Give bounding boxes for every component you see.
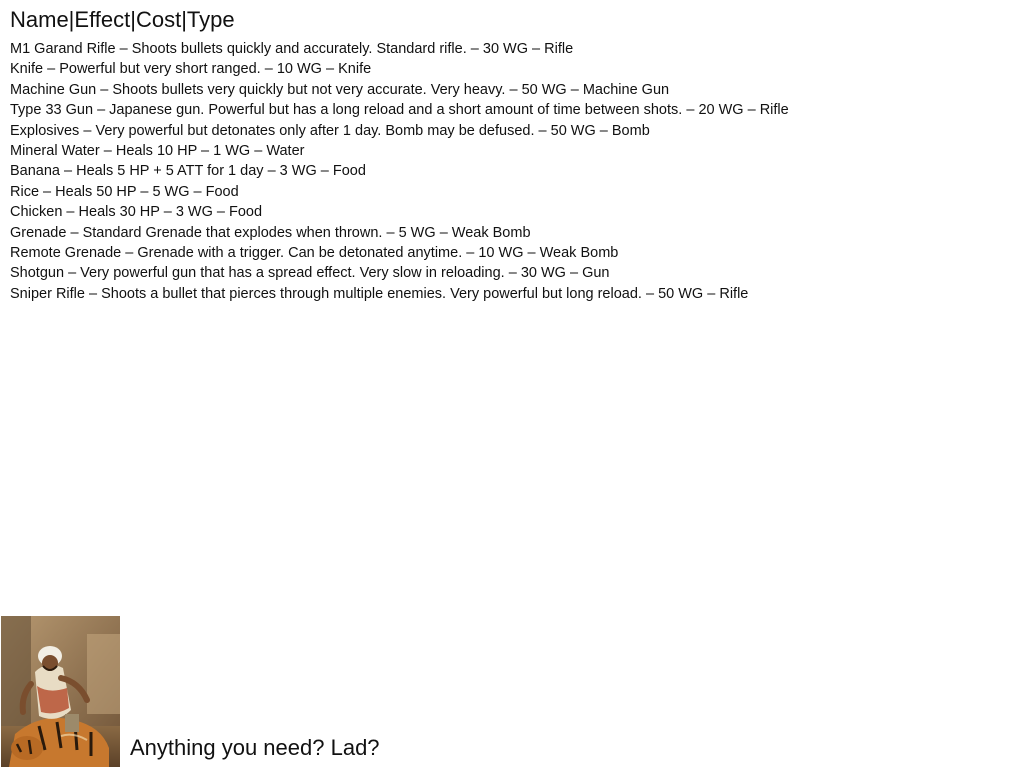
separator: – [326, 61, 335, 78]
shop-item[interactable] [10, 223, 789, 243]
item-type: Knife [338, 61, 372, 78]
merchant-portrait [1, 616, 120, 767]
item-effect: Shoots bullets very quickly but not very accurate. Very heavy. [112, 81, 506, 98]
item-type: Machine Gun [582, 81, 670, 98]
item-cost: 3 WG [279, 163, 317, 180]
item-cost: 5 WG [152, 183, 190, 200]
item-cost: 20 WG [698, 102, 744, 119]
separator: – [100, 81, 109, 98]
separator: – [267, 163, 276, 180]
shop-item-list [10, 39, 789, 304]
shop-item[interactable] [10, 284, 789, 304]
separator: – [70, 224, 79, 241]
separator: – [264, 61, 273, 78]
separator: – [47, 61, 56, 78]
separator: – [747, 102, 756, 119]
separator: – [538, 122, 547, 139]
separator: – [686, 102, 695, 119]
separator: – [466, 245, 475, 262]
item-effect: Powerful but very short ranged. [59, 61, 261, 78]
item-effect: Heals 10 HP [115, 143, 197, 160]
item-type: Bomb [611, 122, 650, 139]
shop-item[interactable] [10, 100, 789, 120]
shop-item[interactable] [10, 39, 789, 59]
separator: – [569, 265, 579, 282]
item-name: Chicken [10, 204, 63, 221]
separator: – [103, 143, 112, 160]
separator: – [254, 143, 263, 160]
item-cost: 50 WG [550, 122, 596, 139]
item-effect: Grenade with a trigger. Can be detonated anytime. [137, 245, 463, 262]
item-name: Shotgun [10, 265, 65, 282]
shop-item[interactable] [10, 161, 789, 181]
item-cost: 50 WG [521, 81, 567, 98]
item-effect: Heals 50 HP [55, 183, 137, 200]
item-type: Water [266, 143, 305, 160]
separator: – [527, 245, 536, 262]
separator: – [88, 285, 98, 302]
separator: – [64, 163, 73, 180]
item-name: Sniper Rifle [10, 285, 85, 302]
shop-header: Name|Effect|Cost|Type [10, 7, 235, 32]
separator: – [43, 183, 52, 200]
item-effect: Japanese gun. Powerful but has a long reload and a short amount of time between shots. [109, 102, 683, 119]
separator: – [163, 204, 172, 221]
item-type: Rifle [719, 285, 749, 302]
separator: – [532, 41, 541, 57]
separator: – [599, 122, 608, 139]
item-name: Type 33 Gun [10, 102, 94, 119]
separator: – [386, 224, 395, 241]
item-type: Rifle [759, 102, 789, 119]
separator: – [508, 265, 517, 282]
separator: – [707, 285, 716, 302]
separator: – [83, 122, 92, 139]
shop-item[interactable] [10, 80, 789, 100]
separator: – [140, 183, 149, 200]
separator: – [125, 245, 134, 262]
separator: – [470, 41, 479, 57]
separator: – [645, 285, 655, 302]
item-cost: 3 WG [175, 204, 213, 221]
item-effect: Heals 30 HP [78, 204, 160, 221]
item-effect: Shoots a bullet that pierces through multiple enemies. Very powerful but long reload. [101, 285, 642, 302]
separator: – [201, 143, 210, 160]
item-type: Food [229, 204, 263, 221]
separator: – [509, 81, 518, 98]
item-cost: 10 WG [478, 245, 524, 262]
item-type: Rifle [544, 41, 574, 57]
item-name: Explosives [10, 122, 80, 139]
item-name: Banana [10, 163, 60, 180]
separator: – [68, 265, 77, 282]
item-type: Weak Bomb [451, 224, 531, 241]
separator: – [216, 204, 225, 221]
item-cost: 30 WG [482, 41, 529, 57]
item-effect: Heals 5 HP + 5 ATT for 1 day [76, 163, 264, 180]
shop-item[interactable] [10, 243, 789, 263]
separator: – [66, 204, 75, 221]
item-name: M1 Garand Rifle [10, 41, 116, 57]
separator: – [570, 81, 579, 98]
item-name: Remote Grenade [10, 245, 122, 262]
item-name: Machine Gun [10, 81, 97, 98]
item-name: Grenade [10, 224, 67, 241]
item-type: Weak Bomb [539, 245, 619, 262]
separator: – [119, 41, 128, 57]
merchant-dialogue: Anything you need? Lad? [130, 735, 380, 760]
item-name: Rice [10, 183, 40, 200]
item-cost: 50 WG [658, 285, 704, 302]
item-type: Food [205, 183, 239, 200]
shop-item[interactable] [10, 263, 789, 283]
separator: – [320, 163, 329, 180]
item-cost: 1 WG [213, 143, 251, 160]
item-type: Gun [582, 265, 610, 282]
separator: – [439, 224, 448, 241]
item-effect: Shoots bullets quickly and accurately. Standard rifle. [131, 41, 467, 57]
separator: – [193, 183, 202, 200]
item-effect: Standard Grenade that explodes when thrown. [82, 224, 383, 241]
item-effect: Very powerful but detonates only after 1 day. Bomb may be defused. [95, 122, 535, 139]
shop-item[interactable] [10, 121, 789, 141]
shop-item[interactable] [10, 141, 789, 161]
item-cost: 30 WG [520, 265, 566, 282]
shop-item[interactable] [10, 59, 789, 79]
shop-item[interactable] [10, 182, 789, 202]
merchant-portrait-icon [1, 616, 120, 767]
shop-item[interactable] [10, 202, 789, 222]
separator: – [97, 102, 106, 119]
item-type: Food [332, 163, 366, 180]
item-cost: 5 WG [398, 224, 436, 241]
item-name: Knife [10, 61, 44, 78]
item-effect: Very powerful gun that has a spread effect. Very slow in reloading. [80, 265, 505, 282]
item-name: Mineral Water [10, 143, 100, 160]
item-cost: 10 WG [276, 61, 322, 78]
